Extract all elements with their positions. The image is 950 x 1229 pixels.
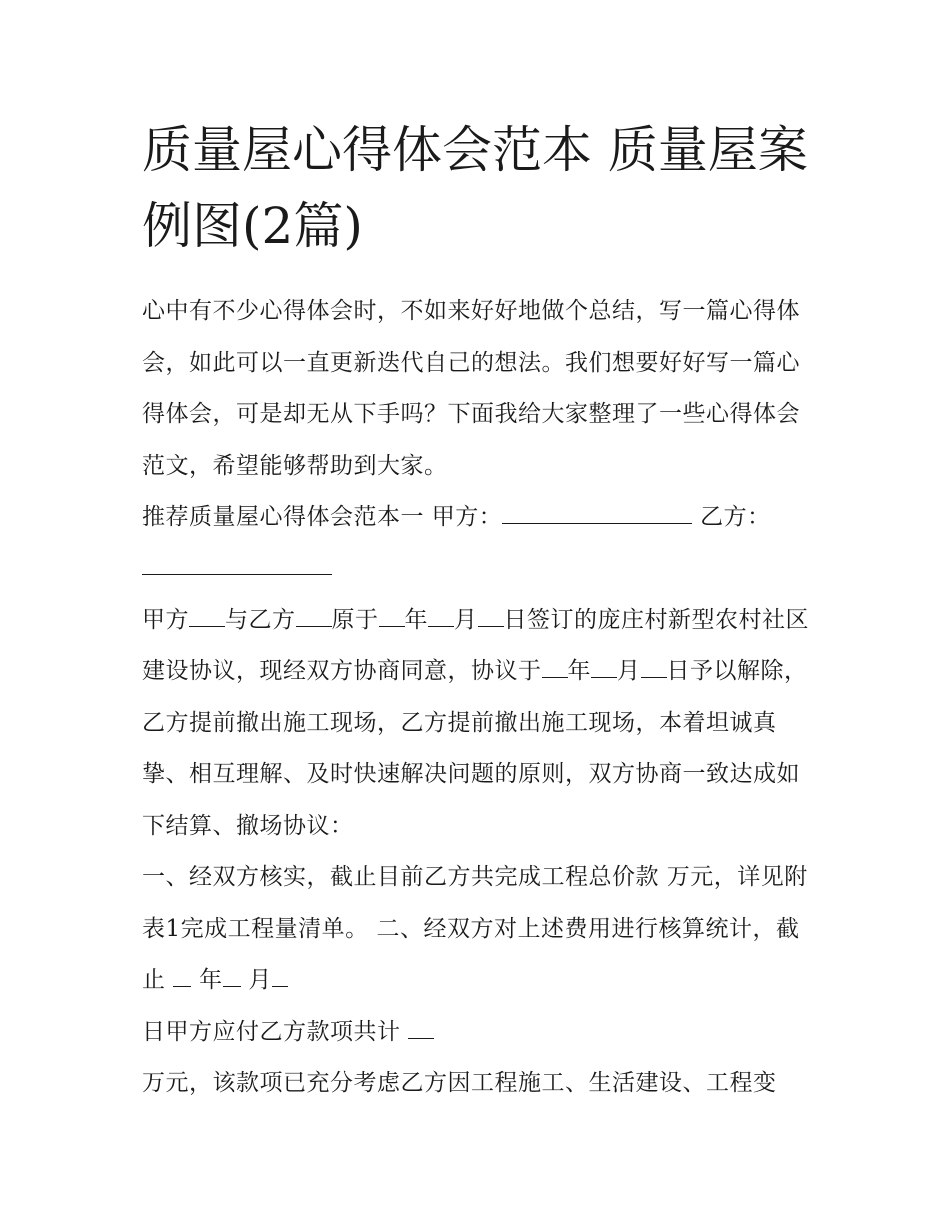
recommend-paragraph: [142, 492, 814, 544]
text-year: 年: [567, 658, 591, 684]
text-terminated: 日予以解除，乙方提前撤出施工现场，乙方提前撤出施工现场，本着坦诚真挚、相互理解、及时快速解决问题的原则，双方协商一致达成如下结算、撤场协议：: [142, 658, 808, 839]
text-party-a: 甲方: [142, 606, 189, 633]
text-year: 年: [404, 606, 428, 633]
recommend-lead: 推荐质量屋心得体会范本一 甲方：: [142, 504, 503, 530]
blank: [296, 601, 332, 626]
text-with-party-b: 与乙方: [225, 606, 296, 633]
amount-paragraph: 万元，该款项已充分考虑乙方因工程施工、生活建设、工程变: [142, 1070, 777, 1096]
blank: [223, 962, 241, 987]
text-signed: 日签订的庞庄村新型农村社区建设协议，现经双方协商同意，协议于: [142, 606, 809, 684]
text-month: 月: [454, 606, 478, 633]
blank: [408, 1013, 434, 1038]
payment-paragraph: [142, 1007, 814, 1059]
blank: [478, 601, 504, 626]
party-b-label: 乙方：: [700, 504, 771, 530]
text-month: 月: [617, 658, 641, 684]
document-title: 质量屋心得体会范本 质量屋案例图(2篇): [142, 121, 808, 255]
blank-party-a: [502, 499, 692, 524]
blank: [428, 601, 454, 626]
blank: [272, 962, 288, 987]
blank: [591, 653, 617, 678]
text-clauses: 一、经双方核实，截止目前乙方共完成工程总价款 万元，详见附表1完成工程量清单。 二、经双方对上述费用进行核算统计，截止: [142, 864, 808, 993]
blank-party-b: [142, 544, 332, 575]
blank: [379, 601, 405, 626]
text-originally: 原于: [331, 606, 379, 633]
clause-paragraph: [142, 852, 814, 1007]
blank: [189, 601, 225, 626]
blank: [641, 653, 667, 678]
text-payment: 日甲方应付乙方款项共计: [142, 1018, 409, 1045]
text-month: 月: [240, 967, 272, 993]
text-year: 年: [191, 967, 223, 993]
blank: [542, 653, 568, 678]
agreement-paragraph: [142, 595, 814, 853]
intro-paragraph: 心中有不少心得体会时，不如来好好地做个总结，写一篇心得体会，如此可以一直更新迭代自己的想法。我们想要好好写一篇心得体会，可是却无从下手吗？下面我给大家整理了一些心得体会范文，希望能够帮助到大家。: [142, 298, 800, 479]
document-page: [142, 112, 814, 1110]
blank: [173, 962, 191, 987]
